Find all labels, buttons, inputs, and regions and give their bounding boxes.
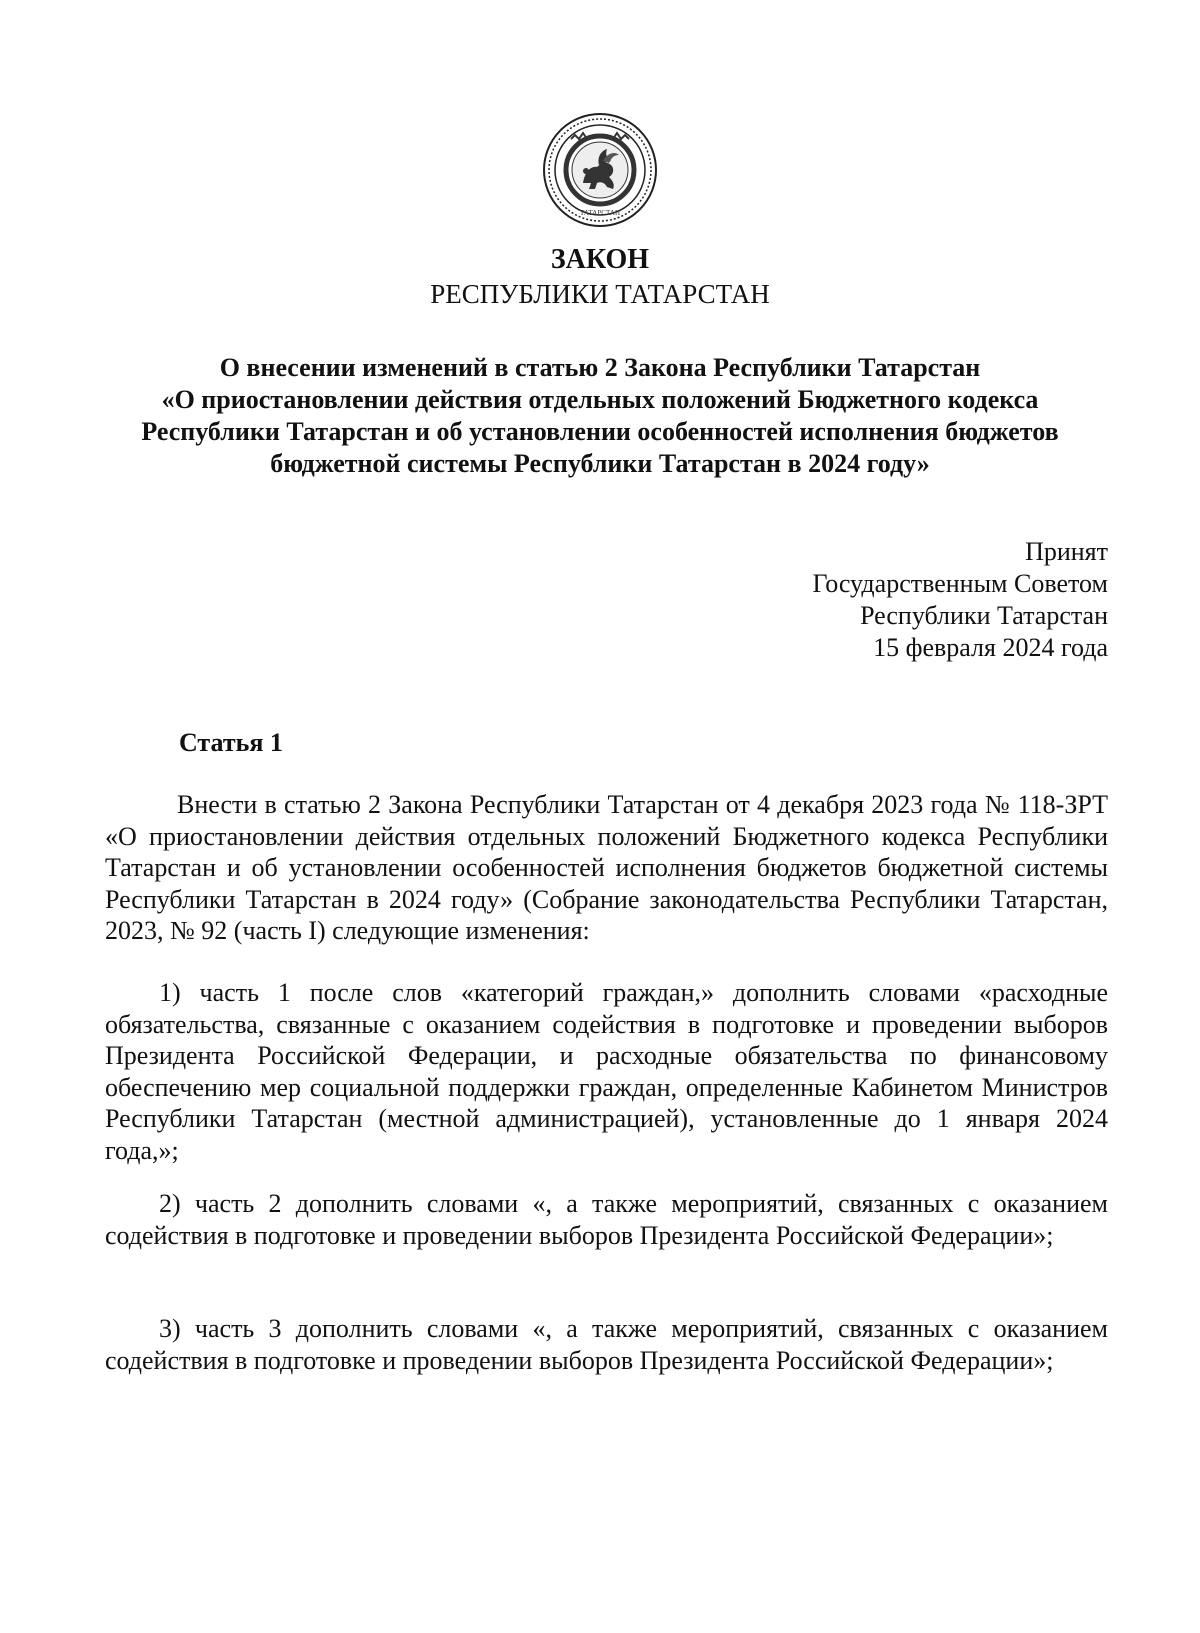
amendment-item-1: 1) часть 1 после слов «категорий граждан,» дополнить словами «расходные обязательства, связанные с оказанием содействия в подготовке и проведении выборов Президента Российской Федерации, и расходные обязательства по финансовому обеспечению мер социальной поддержки граждан, определенные Кабинетом Министров Республики Татарстан (местной администрацией), установленные до 1 января 2024 года,»; — [105, 978, 1108, 1165]
article-heading: Статья 1 — [179, 728, 283, 757]
tatarstan-coat-of-arms-icon — [541, 111, 659, 229]
adoption-block — [812, 536, 1108, 664]
adoption-date: 15 февраля 2024 года — [873, 633, 1108, 662]
adoption-line: Республики Татарстан — [860, 601, 1108, 630]
document-title-line: бюджетной системы Республики Татарстан в 2024 году» — [270, 449, 930, 478]
adoption-line: Государственным Советом — [812, 569, 1108, 598]
law-title: ЗАКОН — [550, 244, 650, 275]
amendment-item-2: 2) часть 2 дополнить словами «, а также мероприятий, связанных с оказанием содействия в подготовке и проведении выборов Президента Российской Федерации»; — [105, 1189, 1108, 1250]
document-title-line: «О приостановлении действия отдельных положений Бюджетного кодекса — [161, 385, 1039, 414]
document-title-line: О внесении изменений в статью 2 Закона Республики Татарстан — [219, 353, 981, 382]
emblem-caption: ТАТАРСТАН — [579, 209, 621, 217]
amendment-item-3: 3) часть 3 дополнить словами «, а также мероприятий, связанных с оказанием содействия в подготовке и проведении выборов Президента Российской Федерации»; — [105, 1314, 1108, 1375]
law-subtitle: РЕСПУБЛИКИ ТАТАРСТАН — [430, 279, 770, 309]
article-intro-paragraph: Внести в статью 2 Закона Республики Татарстан от 4 декабря 2023 года № 118-ЗРТ «О приостановлении действия отдельных положений Бюджетного кодекса Республики Татарстан и об установлении особенностей исполнения бюджетов бюджетной системы Республики Татарстан в 2024 году» (Собрание законодательства Республики Татарстан, 2023, № 92 (часть I) следующие изменения: — [105, 790, 1108, 945]
document-title — [0, 352, 1200, 480]
adoption-line: Принят — [1025, 537, 1108, 566]
document-title-line: Республики Татарстан и об установлении особенностей исполнения бюджетов — [141, 417, 1059, 446]
